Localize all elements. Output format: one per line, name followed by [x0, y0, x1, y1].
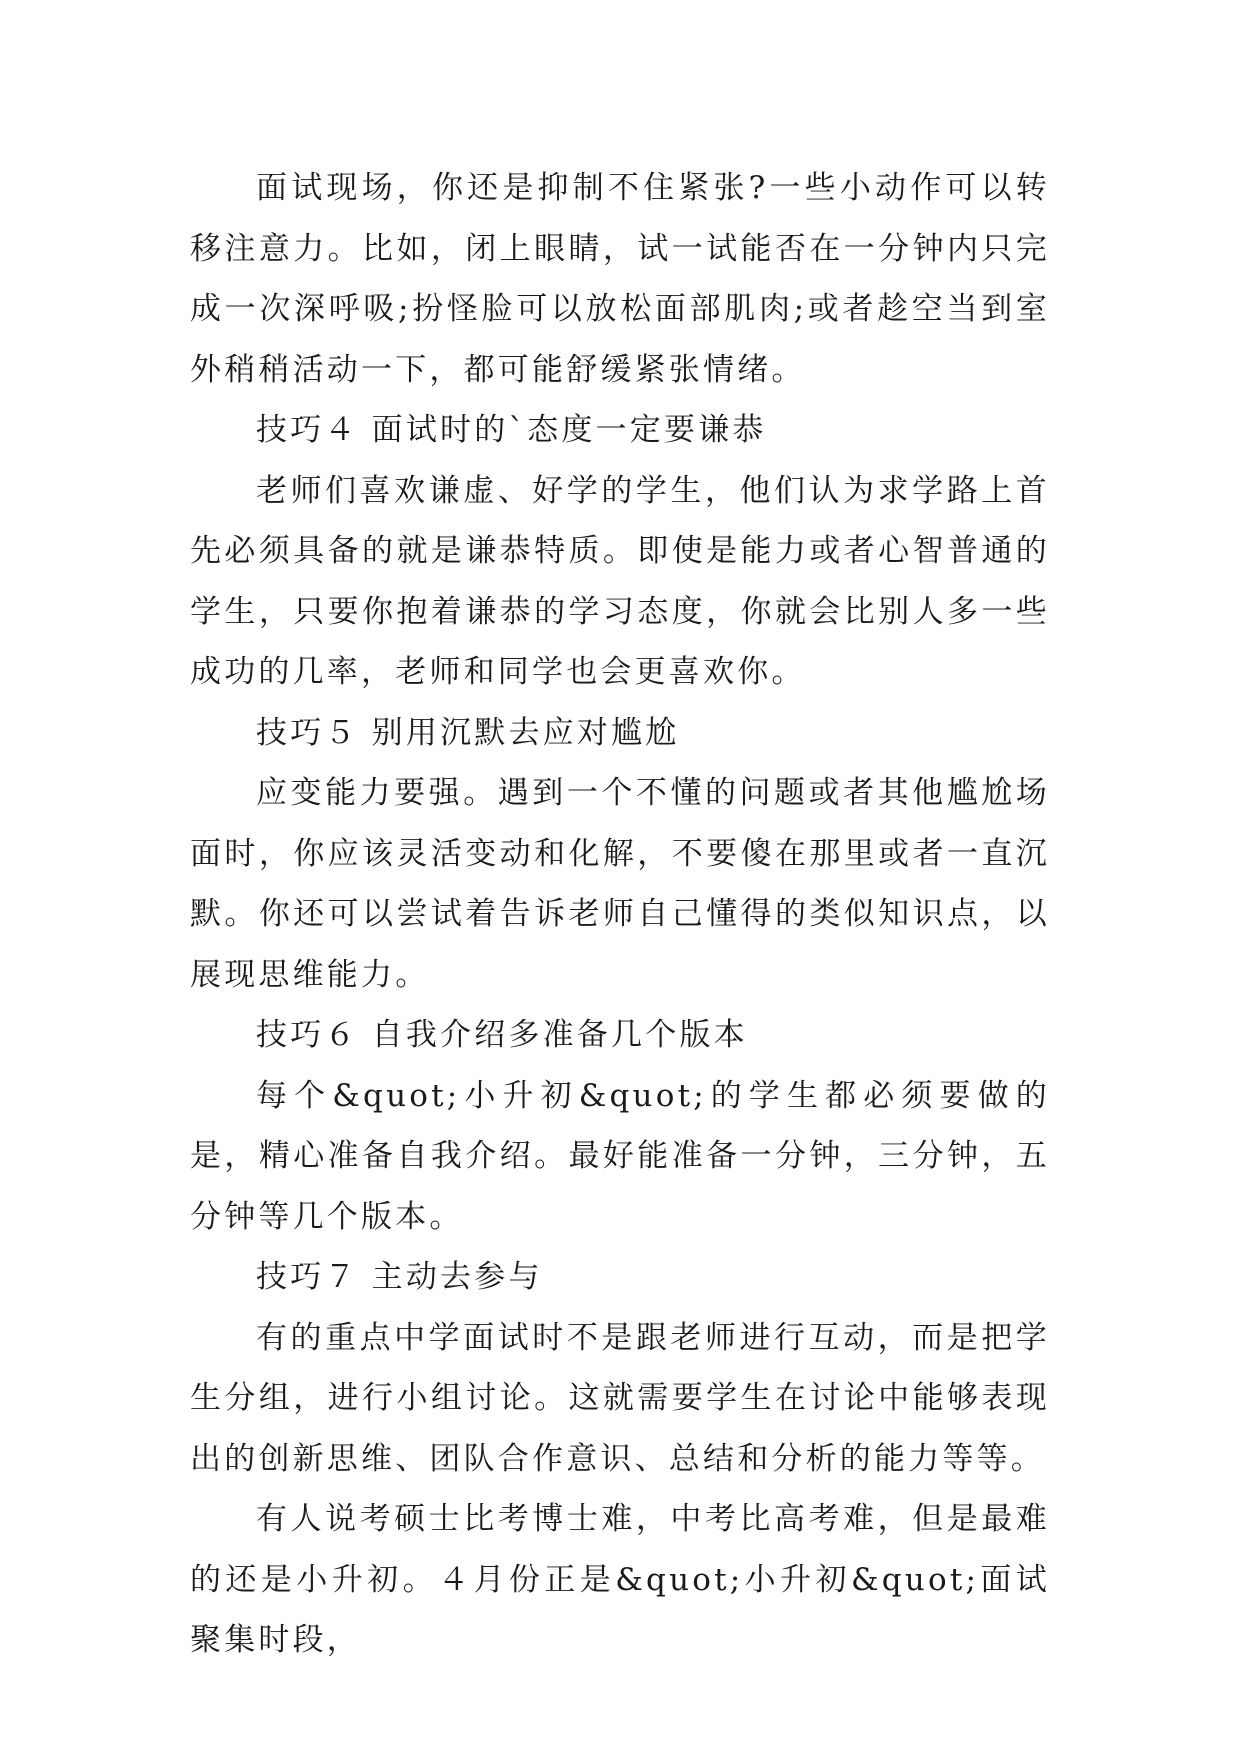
paragraph-self-introduction: 每个&quot;小升初&quot;的学生都必须要做的是，精心准备自我介绍。最好能准备一分钟，三分钟，五分钟等几个版本。: [190, 1077, 1050, 1235]
paragraph-calm-nerves: 面试现场，你还是抑制不住紧张?一些小动作可以转移注意力。比如，闭上眼睛，试一试能否在一分钟内只完成一次深呼吸;扮怪脸可以放松面部肌肉;或者趁空当到室外稍稍活动一下，都可能舒缓紧张情绪。: [190, 170, 1050, 388]
paragraph-group-discussion: 有的重点中学面试时不是跟老师进行互动，而是把学生分组，进行小组讨论。这就需要学生在讨论中能够表现出的创新思维、团队合作意识、总结和分析的能力等等。: [190, 1319, 1050, 1477]
heading-tip-7: 技巧７ 主动去参与: [256, 1259, 543, 1295]
heading-tip-6: 技巧６ 自我介绍多准备几个版本: [256, 1017, 748, 1053]
heading-tip-5: 技巧５ 别用沉默去应对尴尬: [256, 714, 680, 751]
heading-tip-4: 技巧４ 面试时的`态度一定要谦恭: [256, 412, 767, 448]
document-body: [190, 158, 1050, 1671]
paragraph-closing: 有人说考硕士比考博士难，中考比高考难，但是最难的还是小升初。４月份正是&quot;小升初&quot;面试聚集时段，: [190, 1501, 1050, 1658]
paragraph-adaptability: 应变能力要强。遇到一个不懂的问题或者其他尴尬场面时，你应该灵活变动和化解，不要傻在那里或者一直沉默。你还可以尝试着告诉老师自己懂得的类似知识点，以展现思维能力。: [190, 775, 1050, 993]
paragraph-humility: 老师们喜欢谦虚、好学的学生，他们认为求学路上首先必须具备的就是谦恭特质。即使是能力或者心智普通的学生，只要你抱着谦恭的学习态度，你就会比别人多一些成功的几率，老师和同学也会更喜欢你。: [190, 472, 1050, 690]
